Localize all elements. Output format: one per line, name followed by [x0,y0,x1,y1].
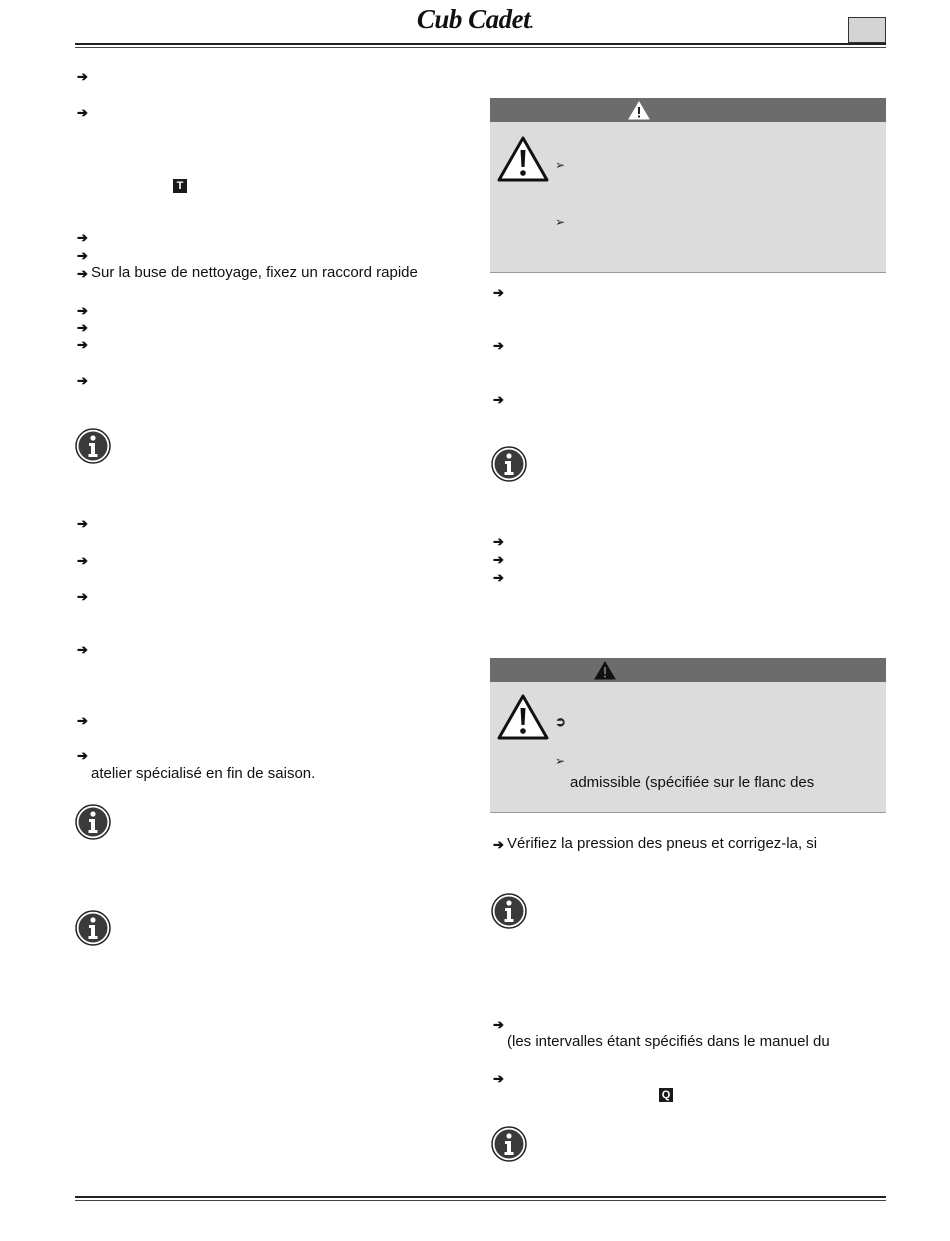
brand-dot: . [530,17,534,32]
footer-rule-thin [75,1200,886,1201]
warning-allowed-text: admissible (spécifiée sur le flanc des [570,774,815,791]
bullet-arrow-icon: ➔ [493,570,504,585]
bullet-arrow-icon: ➔ [77,516,88,531]
bullet-arrow-icon: ➔ [77,589,88,604]
info-icon [491,1126,527,1162]
bullet-arrow-icon: ➔ [77,373,88,388]
bullet-arrow-icon: ➔ [493,1071,504,1086]
bullet-arrow-icon: ➔ [77,230,88,245]
sub-bullet-icon: ➢ [555,158,566,172]
bullet-arrow-icon: ➔ [77,713,88,728]
info-icon [75,428,111,464]
brand-name: Cub Cadet [416,4,531,34]
brand-logo [0,4,950,35]
instruction-nozzle: Sur la buse de nettoyage, fixez un raccord rapide [91,264,418,281]
warning-header [490,98,886,122]
bullet-arrow-icon: ➔ [493,534,504,549]
component-badge-t: T [173,179,187,193]
bullet-arrow-icon: ➔ [493,552,504,567]
warning-box [490,658,886,813]
bullet-arrow-icon: ➔ [493,1017,504,1032]
info-icon [75,804,111,840]
component-badge-q: Q [659,1088,673,1102]
bullet-arrow-icon: ➔ [493,285,504,300]
warning-triangle-icon [497,136,549,182]
bullet-arrow-icon: ➔ [77,337,88,352]
instruction-intervals: (les intervalles étant spécifiés dans le manuel du [507,1033,830,1050]
bullet-arrow-icon: ➔ [493,338,504,353]
warning-box [490,98,886,273]
bullet-arrow-icon: ➔ [493,837,504,852]
bullet-arrow-icon: ➔ [77,320,88,335]
warning-triangle-icon [497,694,549,740]
bullet-arrow-icon: ➔ [77,266,88,281]
warning-header [490,658,886,682]
bullet-arrow-icon: ➔ [77,303,88,318]
instruction-workshop: atelier spécialisé en fin de saison. [91,765,316,782]
sub-bullet-icon: ➢ [555,215,566,229]
info-icon [75,910,111,946]
page-number-box [848,17,886,43]
footer-rule [75,1196,886,1198]
bullet-arrow-icon: ➔ [493,392,504,407]
instruction-tire-pressure: Vérifiez la pression des pneus et corrigez-la, si [507,835,818,852]
circle-arrow-icon: ➲ [555,714,566,729]
header-rule-thin [75,47,886,48]
info-icon [491,893,527,929]
bullet-arrow-icon: ➔ [77,642,88,657]
bullet-arrow-icon: ➔ [77,248,88,263]
header-rule [75,43,886,45]
sub-bullet-icon: ➢ [555,754,566,768]
bullet-arrow-icon: ➔ [77,553,88,568]
bullet-arrow-icon: ➔ [77,748,88,763]
info-icon [491,446,527,482]
bullet-arrow-icon: ➔ [77,69,88,84]
warning-icon [628,101,650,120]
warning-icon [594,661,616,680]
bullet-arrow-icon: ➔ [77,105,88,120]
